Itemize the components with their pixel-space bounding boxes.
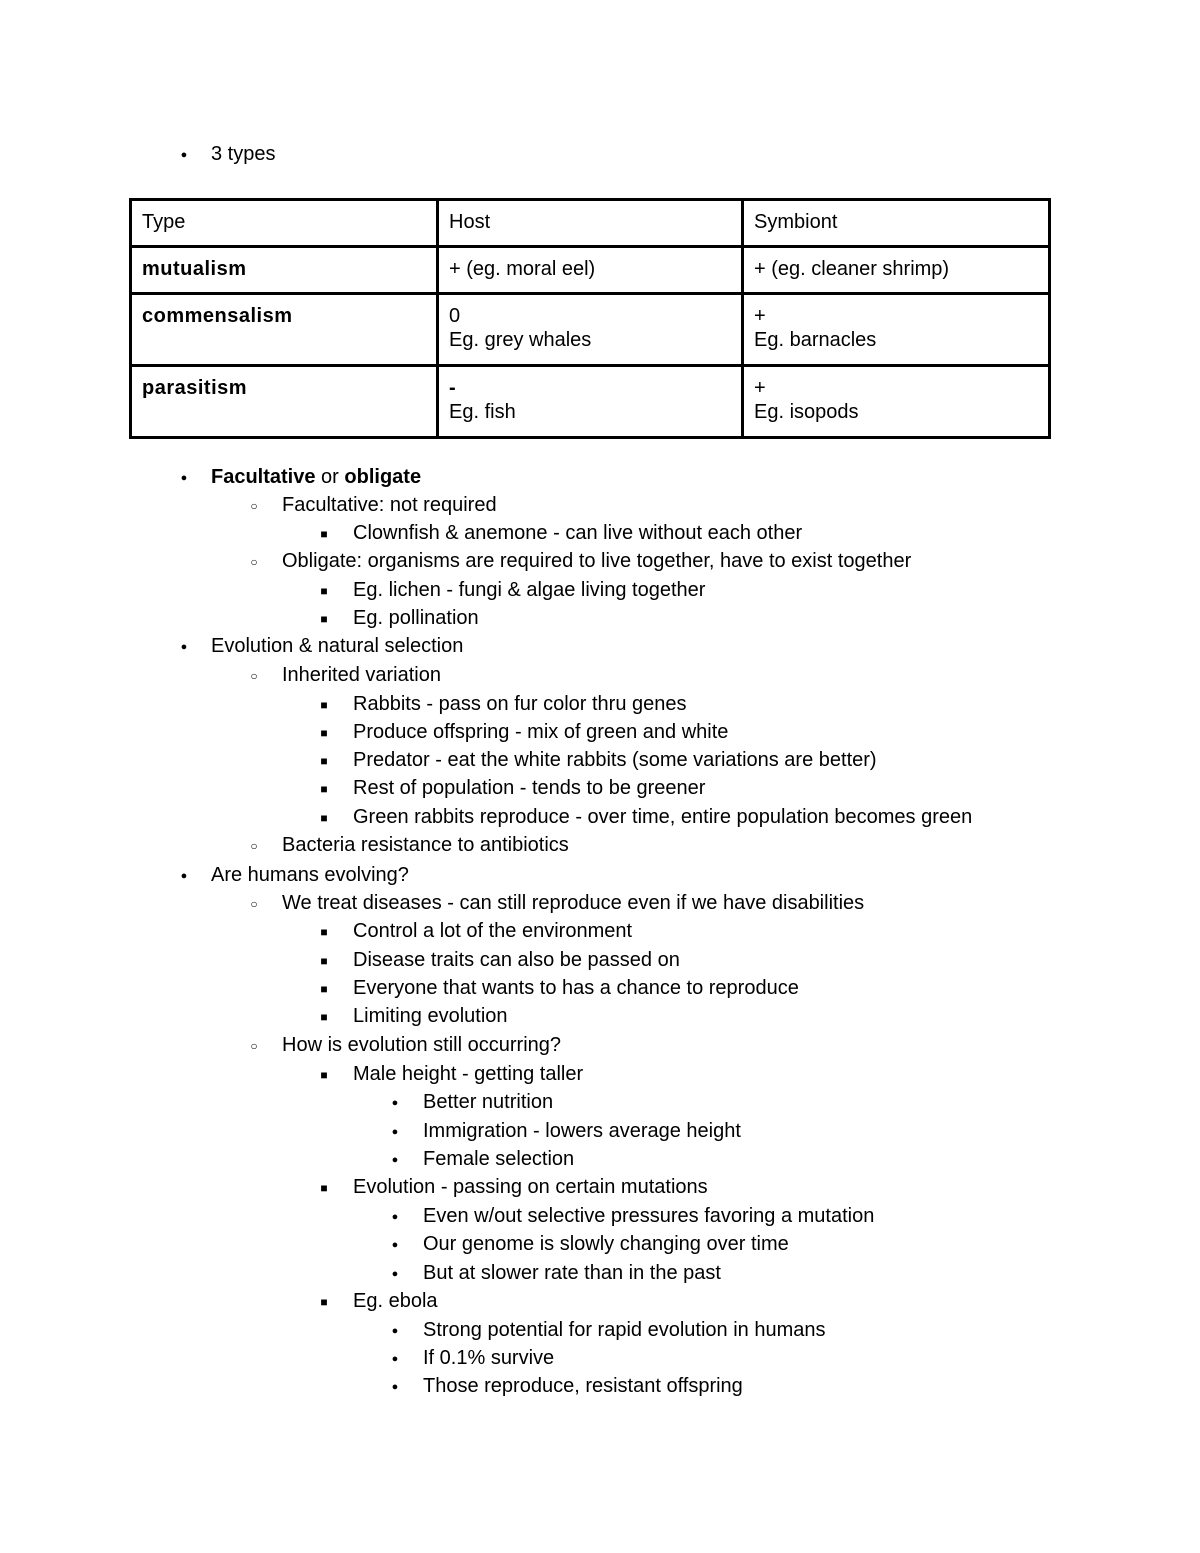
bullet-icon: [388, 1372, 402, 1403]
bullet-icon: [317, 519, 331, 549]
intro-text: 3 types: [211, 143, 276, 165]
symbiont-example: Eg. isopods: [754, 401, 859, 423]
host-value: 0: [449, 305, 461, 327]
host-value: + (eg. moral eel): [449, 258, 596, 280]
host-example: Eg. grey whales: [449, 329, 592, 351]
bullet-icon: [317, 946, 331, 976]
bullet-icon: [177, 140, 191, 171]
bullet-icon: [247, 491, 261, 521]
bullet-icon: [177, 463, 191, 494]
row-type: parasitism: [142, 377, 248, 399]
bullet-icon: [317, 604, 331, 634]
bullet-icon: [317, 690, 331, 720]
bullet-icon: [247, 547, 261, 577]
bullet-icon: [317, 576, 331, 606]
symbiont-value: + (eg. cleaner shrimp): [754, 258, 950, 280]
bullet-icon: [317, 803, 331, 833]
bullet-icon: [388, 1259, 402, 1290]
bullet-icon: [388, 1088, 402, 1119]
table-row: [131, 366, 1050, 438]
symbiont-value: +: [754, 377, 766, 399]
bullet-icon: [247, 889, 261, 919]
bullet-icon: [317, 718, 331, 748]
bullet-icon: [317, 1287, 331, 1317]
bullet-icon: [177, 632, 191, 663]
table-row: [131, 294, 1050, 366]
symbiont-value: +: [754, 305, 766, 327]
row-type: commensalism: [142, 305, 293, 327]
bullet-icon: [317, 1002, 331, 1032]
bullet-icon: [388, 1344, 402, 1375]
host-example: Eg. fish: [449, 401, 516, 423]
bullet-icon: [317, 774, 331, 804]
row-type: mutualism: [142, 258, 247, 280]
header-symbiont: Symbiont: [743, 200, 1050, 247]
bullet-icon: [317, 917, 331, 947]
bullet-icon: [388, 1202, 402, 1233]
bullet-icon: [317, 746, 331, 776]
bullet-icon: [317, 974, 331, 1004]
header-type: Type: [131, 200, 438, 247]
bullet-icon: [317, 1173, 331, 1203]
table-header-row: [131, 200, 1050, 247]
header-host: Host: [438, 200, 743, 247]
host-value: -: [449, 377, 457, 399]
symbiosis-table: [129, 198, 1051, 439]
bullet-icon: [317, 1060, 331, 1090]
bullet-icon: [388, 1316, 402, 1347]
document-page: ● 3 types Type Host Symbiont mutualism + (eg. moral eel) + (eg. cleaner shrimp) commensalism 0 Eg. grey whales + Eg. barnacles parasitism - Eg. fish + Eg. isopods ● Facultative or obligate ○ Facultative: not required ■ Clownfish & anemone - can live without each other ○ Obligate: organisms are required to live together, have to exist together ■ Eg. lichen - fungi & algae living together ■ Eg. pollination ● Evolution & natural selection ○ Inherited variation ■ Rabbits - pass on fur color thru genes ■ Produce offspring - mix of green and white ■ Predator - eat the white rabbits (some variations are better) ■ Rest of population - tends to be greener ■ Green rabbits reproduce - over time, entire population becomes green ○ Bacteria resistance to antibiotics ● Are humans evolving? ○ We treat diseases - can still reproduce even if we have disabilities ■ Control a lot of the environment ■ Disease traits can also be passed on ■ Everyone that wants to has a chance to reproduce ■ Limiting evolution ○ How is evolution still occurring? ■ Male height - getting taller ● Better nutrition ● Immigration - lowers average height ● Female selection ■ Evolution - passing on certain mutations ● Even w/out selective pressures favoring a mutation ● Our genome is slowly changing over time ● But at slower rate than in the past ■ Eg. ebola ● Strong potential for rapid evolution in humans ● If 0.1% survive ● Those reproduce, resistant offspring: [0, 0, 1200, 1553]
facultative-heading: Facultative or obligate: [211, 466, 422, 488]
bullet-icon: [388, 1117, 402, 1148]
bullet-icon: [388, 1145, 402, 1176]
table-row: [131, 247, 1050, 294]
bullet-icon: [247, 831, 261, 861]
symbiont-example: Eg. barnacles: [754, 329, 877, 351]
bullet-icon: [388, 1230, 402, 1261]
bullet-icon: [247, 661, 261, 691]
bullet-icon: [177, 861, 191, 892]
bullet-icon: [247, 1031, 261, 1061]
